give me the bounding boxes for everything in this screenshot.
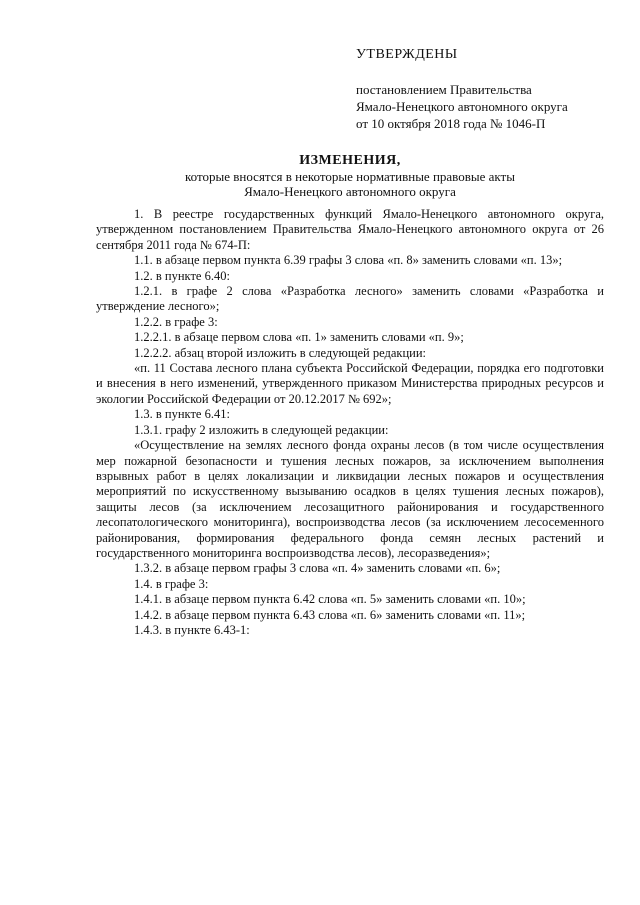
document-title: ИЗМЕНЕНИЯ, [299,153,401,168]
document-body [96,207,604,638]
paragraph: 1.2.1. в графе 2 слова «Разработка лесного» заменить словами «Разработка и утверждение лесного»; [96,284,604,314]
paragraph: 1.4.3. в пункте 6.43-1: [134,622,250,637]
approval-line: Ямало-Ненецкого автономного округа [356,99,568,114]
document-subtitle-line: Ямало-Ненецкого автономного округа [244,184,456,199]
paragraph: 1.4.1. в абзаце первом пункта 6.42 слова «п. 5» заменить словами «п. 10»; [134,592,526,607]
paragraph: 1. В реестре государственных функций Ямало-Ненецкого автономного округа, утвержденном постановлением Правительства Ямало-Ненецкого автономного округа от 26 сентября 2011 года № 674-П: [96,207,604,252]
paragraph: 1.1. в абзаце первом пункта 6.39 графы 3 слова «п. 8» заменить словами «п. 13»; [134,253,563,268]
document-subtitle-line: которые вносятся в некоторые нормативные правовые акты [185,169,515,184]
approval-heading: УТВЕРЖДЕНЫ [356,47,458,62]
paragraph: 1.2.2.1. в абзаце первом слова «п. 1» заменить словами «п. 9»; [134,330,464,345]
approval-stamp-block [356,46,616,132]
paragraph: 1.3. в пункте 6.41: [134,407,230,422]
document-title-block [95,153,605,199]
paragraph: 1.2.2.2. абзац второй изложить в следующей редакции: [134,345,426,360]
approval-line: постановлением Правительства [356,82,532,97]
paragraph: «Осуществление на землях лесного фонда охраны лесов (в том числе осуществления мер пожарной безопасности и тушения лесных пожаров, за исключением выполнения взрывных работ в целях локализации и ликвидации лесных пожаров и осуществления мероприятий по искусственному вызыванию осадков в целях тушения лесных пожаров), защиты лесов (за исключением лесозащитного районирования и государственного лесопатологического мониторинга), воспроизводства лесов (за исключением лесосеменного районирования, формирования федерального фонда семян лесных растений и государственного мониторинга воспроизводства лесов), лесоразведения»; [96,438,604,560]
paragraph: 1.2.2. в графе 3: [134,314,218,329]
paragraph: 1.3.2. в абзаце первом графы 3 слова «п. 4» заменить словами «п. 6»; [134,561,501,576]
approval-line: от 10 октября 2018 года № 1046-П [356,116,546,131]
paragraph: 1.4.2. в абзаце первом пункта 6.43 слова «п. 6» заменить словами «п. 11»; [134,607,526,622]
paragraph: 1.2. в пункте 6.40: [134,268,230,283]
paragraph: 1.3.1. графу 2 изложить в следующей редакции: [134,422,389,437]
paragraph: «п. 11 Состава лесного плана субъекта Российской Федерации, порядка его подготовки и внесения в него изменений, утвержденного приказом Министерства природных ресурсов и экологии Российской Федерации от 20.12.2017 № 692»; [96,361,604,406]
paragraph: 1.4. в графе 3: [134,576,209,591]
